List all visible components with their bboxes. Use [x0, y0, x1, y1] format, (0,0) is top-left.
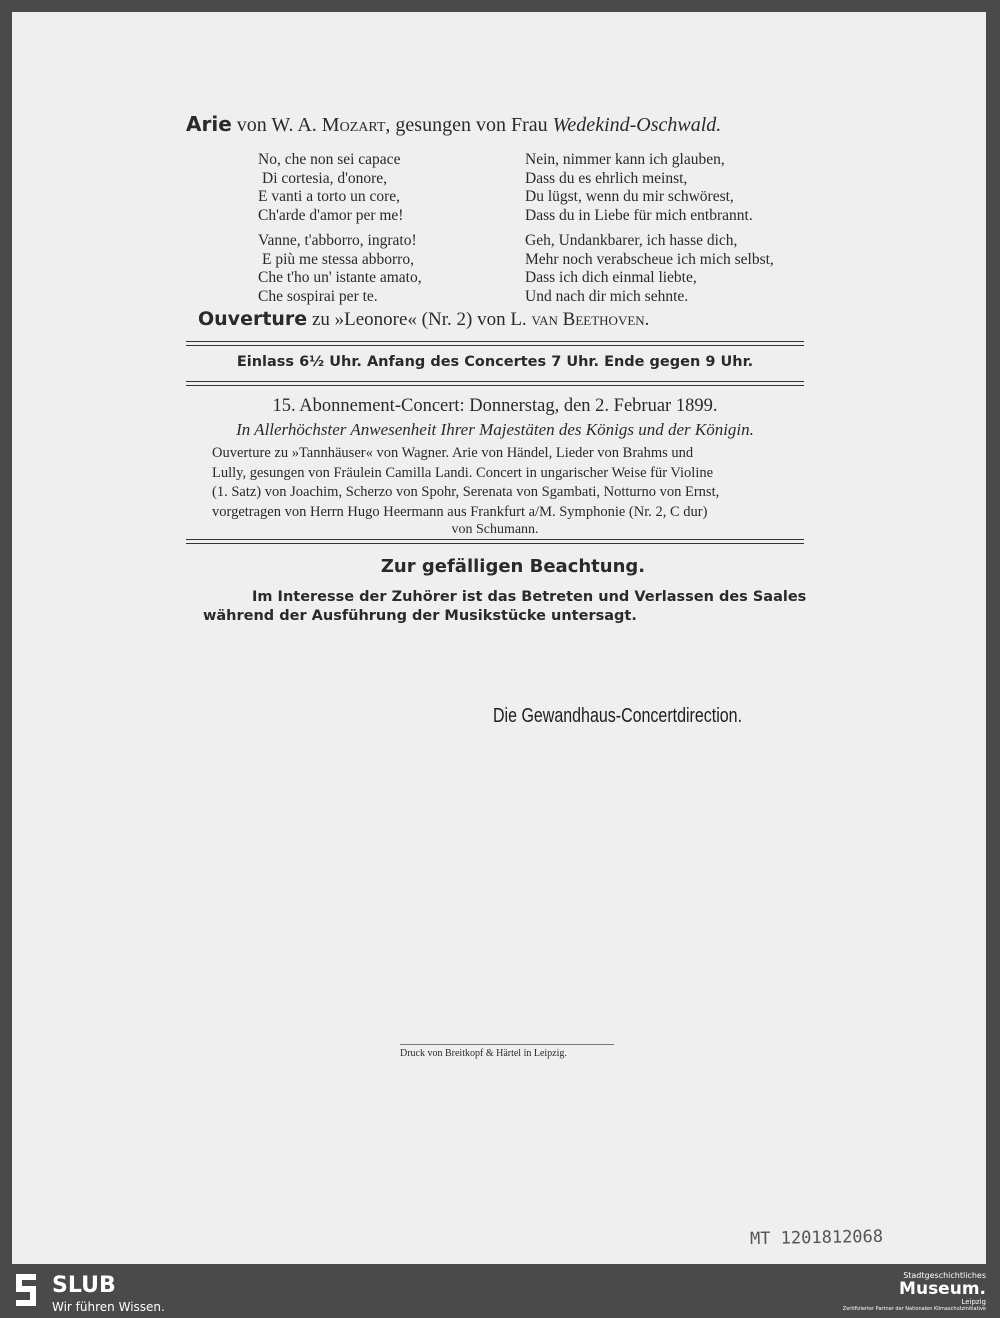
verse-line: Di cortesia, d'onore, [262, 169, 388, 187]
program-line: Lully, gesungen von Fräulein Camilla Landi. Concert in ungarischer Weise für Violine [212, 464, 714, 481]
overture-composer: van Beethoven. [531, 309, 650, 330]
signature: Die Gewandhaus-Concertdirection. [493, 705, 743, 727]
verse-line: Che sospirai per te. [258, 287, 378, 305]
document-page [12, 12, 986, 1264]
verse-line: Dass du es ehrlich meinst, [525, 169, 688, 187]
aria-prefix: von W. A. [236, 114, 317, 136]
divider [186, 539, 804, 544]
printer-rule [400, 1044, 614, 1045]
verse-german-2 [525, 232, 774, 306]
aria-middle: , gesungen von Frau [385, 114, 548, 136]
verse-line: Und nach dir mich sehnte. [525, 287, 689, 305]
verse-italian-2 [258, 232, 422, 306]
notice-line-2: während der Ausführung der Musikstücke untersagt. [203, 608, 637, 624]
verse-line: Mehr noch verabscheue ich mich selbst, [525, 250, 774, 268]
next-concert-heading: 15. Abonnement-Concert: Donnerstag, den 2. Februar 1899. [272, 396, 718, 416]
verse-line: Dass ich dich einmal liebte, [525, 269, 697, 286]
notice-line-1: Im Interesse der Zuhörer ist das Betreten und Verlassen des Saales [252, 589, 807, 605]
footer-right-top: Stadtgeschichtliches [903, 1271, 986, 1280]
printer-credit: Druck von Breitkopf & Härtel in Leipzig. [400, 1048, 567, 1059]
verse-german-1 [525, 151, 753, 225]
verse-line: No, che non sei capace [258, 151, 401, 168]
notice-title: Zur gefälligen Beachtung. [380, 556, 646, 577]
footer-tagline-left: Wir führen Wissen. [52, 1300, 165, 1314]
verse-line: Du lügst, wenn du mir schwörest, [525, 188, 734, 205]
verse-line: Nein, nimmer kann ich glauben, [525, 151, 725, 168]
divider [186, 381, 804, 386]
footer-right [843, 1271, 986, 1312]
verse-line: E più me stessa abborro, [262, 250, 414, 268]
verse-line: Geh, Undankbarer, ich hasse dich, [525, 232, 738, 249]
overture-line [198, 308, 649, 331]
program-line-last: von Schumann. [451, 522, 539, 537]
next-concert-presence: In Allerhöchster Anwesenheit Ihrer Majestäten des Königs und der Königin. [236, 420, 754, 439]
overture-text: zu »Leonore« (Nr. 2) von L. [311, 309, 527, 330]
concert-times: Einlass 6½ Uhr. Anfang des Concertes 7 Uhr. Ende gegen 9 Uhr. [236, 354, 754, 370]
overture-label: Ouverture [198, 308, 308, 330]
verse-line: Vanne, t'abborro, ingrato! [258, 232, 417, 249]
footer-right-city: Leipzig [961, 1298, 986, 1306]
verse-italian-1 [258, 151, 403, 225]
next-concert-program [212, 444, 719, 522]
program-line: Ouverture zu »Tannhäuser« von Wagner. Arie von Händel, Lieder von Brahms und [212, 445, 694, 461]
verse-line: Ch'arde d'amor per me! [258, 206, 404, 224]
verse-line: Che t'ho un' istante amato, [258, 269, 422, 286]
shelfmark: MT 1201812068 [749, 1226, 884, 1250]
aria-singer: Wedekind-Oschwald. [552, 114, 722, 136]
verse-line: Dass du in Liebe für mich entbrannt. [525, 206, 753, 224]
program-line: (1. Satz) von Joachim, Scherzo von Spohr, Serenata von Sgambati, Notturno von Ernst, [212, 484, 720, 500]
verse-line: E vanti a torto un core, [258, 188, 401, 205]
footer-right-brand: Museum. [899, 1279, 986, 1299]
program-line: vorgetragen von Herrn Hugo Heermann aus Frankfurt a/M. Symphonie (Nr. 2, C dur) [212, 503, 708, 520]
divider [186, 341, 804, 346]
footer-right-note: Zertifizierter Partner der Nationalen Klimaschutzinitiative [842, 1306, 986, 1312]
aria-composer: Mozart [321, 114, 386, 136]
aria-heading [186, 112, 721, 137]
footer-brand-left: SLUB [52, 1273, 116, 1298]
slub-logo-icon [12, 1270, 42, 1310]
aria-label: Arie [186, 112, 232, 136]
